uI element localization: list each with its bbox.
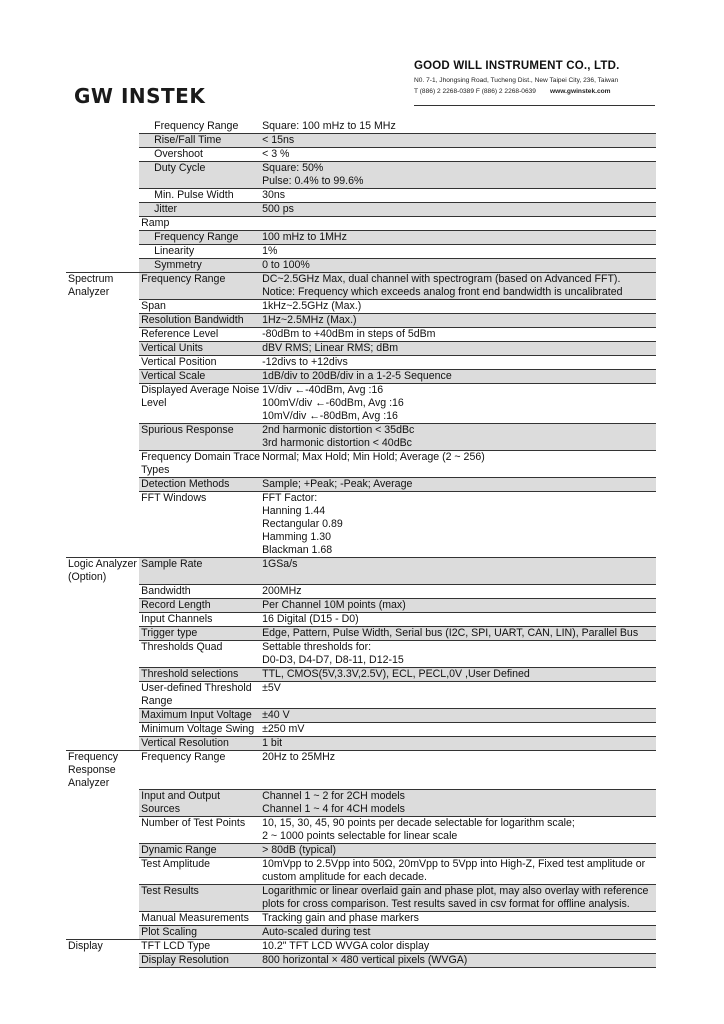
spec-category bbox=[66, 478, 139, 492]
spec-category bbox=[66, 424, 139, 451]
spec-category bbox=[66, 342, 139, 356]
spec-label: Test Results bbox=[139, 885, 260, 912]
spec-category bbox=[66, 134, 139, 148]
spec-row bbox=[66, 189, 656, 203]
spec-value-line: 10.2" TFT LCD WVGA color display bbox=[262, 940, 430, 952]
spec-value-line: < 3 % bbox=[262, 148, 290, 160]
spec-value-line: 1% bbox=[262, 245, 278, 257]
spec-row bbox=[66, 612, 656, 626]
spec-value bbox=[260, 558, 656, 585]
spec-category bbox=[66, 954, 139, 968]
spec-row bbox=[66, 245, 656, 259]
spec-category bbox=[66, 492, 139, 558]
spec-row bbox=[66, 584, 656, 598]
spec-value bbox=[260, 217, 656, 231]
spec-label: Display Resolution bbox=[139, 954, 260, 968]
spec-label: Frequency Domain Trace Types bbox=[141, 451, 261, 476]
spec-value-line: Square: 100 mHz to 15 MHz bbox=[262, 120, 396, 132]
spec-label: Symmetry bbox=[139, 259, 260, 273]
spec-value-line: 1kHz~2.5GHz (Max.) bbox=[262, 300, 362, 312]
spec-category bbox=[66, 217, 139, 231]
spec-value-line: 10mVpp to 2.5Vpp into 50Ω, 20mVpp to 5Vpp into High-Z, Fixed test amplitude or bbox=[262, 858, 646, 870]
spec-value-line: > 80dB (typical) bbox=[262, 844, 336, 856]
spec-category bbox=[66, 384, 139, 424]
spec-category bbox=[66, 314, 139, 328]
spec-label: Minimum Voltage Swing bbox=[139, 722, 260, 736]
spec-row bbox=[66, 356, 656, 370]
spec-value-line: Auto-scaled during test bbox=[262, 926, 371, 938]
spec-row bbox=[66, 885, 656, 912]
spec-label: Frequency Range bbox=[139, 231, 260, 245]
spec-category bbox=[66, 736, 139, 750]
spec-category bbox=[66, 584, 139, 598]
spec-value-line: ±40 V bbox=[262, 708, 290, 721]
spec-value bbox=[260, 885, 656, 912]
spec-category bbox=[66, 328, 139, 342]
spec-label: Thresholds Quad bbox=[139, 640, 260, 667]
spec-category bbox=[66, 667, 139, 681]
spec-category bbox=[66, 844, 139, 858]
spec-value bbox=[260, 478, 656, 492]
spec-category bbox=[66, 231, 139, 245]
spec-row bbox=[66, 844, 656, 858]
company-header bbox=[414, 60, 654, 95]
spec-value-line: plots for cross comparison. Test results saved in csv format for offline analysis. bbox=[262, 898, 630, 910]
spec-category: Frequency Response Analyzer bbox=[66, 750, 139, 790]
spec-value-line: Pulse: 0.4% to 99.6% bbox=[262, 175, 364, 187]
spec-row bbox=[66, 134, 656, 148]
spec-value bbox=[260, 940, 656, 954]
spec-label: FFT Windows bbox=[139, 492, 260, 558]
spec-category bbox=[66, 370, 139, 384]
spec-label: Frequency Range bbox=[139, 750, 260, 790]
spec-value-line: 10mV/div ←-80dBm, Avg :16 bbox=[262, 410, 398, 422]
spec-label: Vertical Resolution bbox=[139, 736, 260, 750]
spec-category bbox=[66, 681, 139, 708]
spec-value bbox=[260, 612, 656, 626]
spec-value-line: Notice: Frequency which exceeds analog front end bandwidth is uncalibrated bbox=[262, 286, 623, 298]
spec-label: Duty Cycle bbox=[139, 162, 260, 189]
spec-category bbox=[66, 189, 139, 203]
spec-value bbox=[260, 817, 656, 844]
spec-value-line: 800 horizontal × 480 vertical pixels (WVGA) bbox=[262, 954, 468, 966]
spec-value-line: Channel 1 ~ 4 for 4CH models bbox=[262, 803, 405, 815]
spec-value bbox=[260, 844, 656, 858]
spec-value bbox=[260, 328, 656, 342]
spec-value-line: 200MHz bbox=[262, 584, 302, 597]
spec-row bbox=[66, 148, 656, 162]
spec-row bbox=[66, 342, 656, 356]
spec-value-line: 2 ~ 1000 points selectable for linear scale bbox=[262, 830, 458, 842]
spec-category bbox=[66, 120, 139, 134]
spec-row bbox=[66, 708, 656, 722]
spec-value-line: Edge, Pattern, Pulse Width, Serial bus (I2C, SPI, UART, CAN, LIN), Parallel Bus bbox=[262, 626, 639, 639]
spec-label: Dynamic Range bbox=[139, 844, 260, 858]
spec-value-line: 1GSa/s bbox=[262, 558, 298, 570]
spec-value bbox=[260, 134, 656, 148]
spec-category bbox=[66, 790, 139, 817]
spec-category bbox=[66, 722, 139, 736]
spec-value bbox=[260, 750, 656, 790]
spec-value bbox=[260, 667, 656, 681]
spec-label: Resolution Bandwidth bbox=[139, 314, 260, 328]
spec-category bbox=[66, 203, 139, 217]
spec-row bbox=[66, 314, 656, 328]
spec-value-line: 1 bit bbox=[262, 736, 283, 749]
spec-value-line: 1Hz~2.5MHz (Max.) bbox=[262, 314, 357, 326]
spec-value-line: < 15ns bbox=[262, 134, 295, 146]
spec-label: Frequency Range bbox=[139, 273, 260, 300]
spec-category bbox=[66, 626, 139, 640]
spec-category bbox=[66, 245, 139, 259]
spec-label: Vertical Units bbox=[139, 342, 260, 356]
spec-value bbox=[260, 245, 656, 259]
spec-label: Record Length bbox=[139, 598, 260, 612]
spec-value-line: Blackman 1.68 bbox=[262, 544, 333, 556]
spec-row bbox=[66, 273, 656, 300]
spec-label: Number of Test Points bbox=[139, 817, 260, 844]
spec-row bbox=[66, 259, 656, 273]
spec-value bbox=[260, 598, 656, 612]
spec-value bbox=[260, 231, 656, 245]
spec-label: Span bbox=[139, 300, 260, 314]
spec-label: Jitter bbox=[139, 203, 260, 217]
spec-row bbox=[66, 954, 656, 968]
header-rule bbox=[414, 105, 655, 106]
spec-value bbox=[260, 384, 656, 424]
spec-value-line: Rectangular 0.89 bbox=[262, 518, 343, 530]
spec-value-line: 3rd harmonic distortion < 40dBc bbox=[262, 437, 412, 449]
spec-value-line: Square: 50% bbox=[262, 162, 324, 174]
spec-label: Linearity bbox=[139, 245, 260, 259]
spec-label: Displayed Average Noise Level bbox=[139, 384, 260, 424]
spec-row bbox=[66, 667, 656, 681]
spec-value-line: custom amplitude for each decade. bbox=[262, 871, 427, 883]
spec-value bbox=[260, 626, 656, 640]
spec-value-line: TTL, CMOS(5V,3.3V,2.5V), ECL, PECL,0V ,User Defined bbox=[262, 667, 530, 680]
company-logo: GW INSTEK bbox=[74, 84, 206, 108]
spec-value bbox=[260, 790, 656, 817]
company-contact bbox=[414, 88, 654, 95]
spec-row bbox=[66, 626, 656, 640]
spec-value bbox=[260, 681, 656, 708]
spec-category bbox=[66, 885, 139, 912]
spec-value-line: Hamming 1.30 bbox=[262, 531, 331, 543]
spec-value bbox=[260, 189, 656, 203]
spec-value-line: -80dBm to +40dBm in steps of 5dBm bbox=[262, 328, 436, 340]
spec-category bbox=[66, 612, 139, 626]
spec-row bbox=[66, 300, 656, 314]
spec-row bbox=[66, 370, 656, 384]
spec-row bbox=[66, 492, 656, 558]
spec-row bbox=[66, 478, 656, 492]
spec-value-line: Channel 1 ~ 2 for 2CH models bbox=[262, 790, 405, 802]
company-name: GOOD WILL INSTRUMENT CO., LTD. bbox=[414, 60, 620, 72]
spec-value-line: 100 mHz to 1MHz bbox=[262, 231, 347, 243]
company-address: N0. 7-1, Jhongsing Road, Tucheng Dist., New Taipei City, 236, Taiwan bbox=[414, 77, 619, 84]
spec-label: Plot Scaling bbox=[139, 926, 260, 940]
spec-label: Frequency Range bbox=[139, 120, 260, 134]
spec-category bbox=[66, 858, 139, 885]
spec-value-line: Normal; Max Hold; Min Hold; Average (2 ~ 256) bbox=[262, 451, 485, 463]
spec-label: Overshoot bbox=[139, 148, 260, 162]
spec-category bbox=[66, 708, 139, 722]
spec-value bbox=[260, 259, 656, 273]
spec-row bbox=[66, 217, 656, 231]
spec-value bbox=[260, 708, 656, 722]
spec-label: Bandwidth bbox=[139, 584, 260, 598]
spec-value bbox=[260, 148, 656, 162]
spec-row bbox=[66, 598, 656, 612]
spec-category bbox=[66, 817, 139, 844]
spec-value-line: dBV RMS; Linear RMS; dBm bbox=[262, 342, 399, 354]
spec-value bbox=[260, 954, 656, 968]
spec-value-line: ±5V bbox=[262, 681, 281, 694]
spec-value-line: -12divs to +12divs bbox=[262, 356, 348, 368]
spec-value-line: Tracking gain and phase markers bbox=[262, 912, 419, 924]
spec-label: Spurious Response bbox=[139, 424, 260, 451]
spec-label: Reference Level bbox=[139, 328, 260, 342]
spec-label: User-defined Threshold Range bbox=[139, 681, 260, 708]
spec-table bbox=[66, 120, 656, 968]
spec-category bbox=[66, 451, 139, 478]
spec-row bbox=[66, 817, 656, 844]
website-link[interactable]: www.gwinstek.com bbox=[549, 88, 611, 95]
spec-row bbox=[66, 384, 656, 424]
spec-label: Detection Methods bbox=[139, 478, 260, 492]
spec-value bbox=[260, 314, 656, 328]
spec-category bbox=[66, 356, 139, 370]
spec-label: Vertical Scale bbox=[139, 370, 260, 384]
spec-row bbox=[66, 790, 656, 817]
spec-category bbox=[66, 148, 139, 162]
spec-row bbox=[66, 926, 656, 940]
spec-row bbox=[66, 203, 656, 217]
spec-row bbox=[66, 162, 656, 189]
spec-label: Maximum Input Voltage bbox=[139, 708, 260, 722]
spec-value-line: 16 Digital (D15 - D0) bbox=[262, 612, 359, 625]
spec-value bbox=[260, 203, 656, 217]
spec-row bbox=[66, 681, 656, 708]
spec-value-line: 2nd harmonic distortion < 35dBc bbox=[262, 424, 415, 436]
spec-value-line bbox=[262, 217, 656, 230]
spec-row bbox=[66, 231, 656, 245]
spec-label: Input and Output Sources bbox=[139, 790, 260, 817]
spec-row bbox=[66, 736, 656, 750]
spec-label: Test Amplitude bbox=[139, 858, 260, 885]
spec-row bbox=[66, 558, 656, 585]
spec-value bbox=[260, 424, 656, 451]
spec-row bbox=[66, 912, 656, 926]
spec-label: TFT LCD Type bbox=[139, 940, 260, 954]
spec-value bbox=[260, 342, 656, 356]
spec-value bbox=[260, 584, 656, 598]
spec-label: Input Channels bbox=[139, 612, 260, 626]
spec-value-line: Logarithmic or linear overlaid gain and phase plot, may also overlay with reference bbox=[262, 885, 649, 897]
spec-value bbox=[260, 370, 656, 384]
spec-row bbox=[66, 451, 656, 478]
spec-value bbox=[260, 451, 656, 478]
spec-category bbox=[66, 598, 139, 612]
spec-category: Display bbox=[66, 940, 139, 954]
spec-row bbox=[66, 424, 656, 451]
spec-value-line: 20Hz to 25MHz bbox=[262, 750, 336, 763]
spec-value bbox=[260, 926, 656, 940]
spec-value bbox=[260, 273, 656, 300]
spec-value bbox=[260, 858, 656, 885]
spec-label: Vertical Position bbox=[139, 356, 260, 370]
spec-value-line: 500 ps bbox=[262, 203, 294, 215]
spec-value bbox=[260, 912, 656, 926]
spec-value-line: 1dB/div to 20dB/div in a 1-2-5 Sequence bbox=[262, 370, 452, 382]
spec-row bbox=[66, 120, 656, 134]
spec-value-line: Sample; +Peak; -Peak; Average bbox=[262, 478, 413, 490]
spec-value bbox=[260, 356, 656, 370]
spec-value bbox=[260, 722, 656, 736]
spec-category bbox=[66, 640, 139, 667]
spec-value-line: ±250 mV bbox=[262, 722, 305, 735]
spec-value-line: Hanning 1.44 bbox=[262, 505, 326, 517]
spec-value bbox=[260, 120, 656, 134]
phone-fax: T (886) 2 2268-0389 F (886) 2 2268-0639 bbox=[414, 88, 536, 95]
spec-label: Threshold selections bbox=[139, 667, 260, 681]
spec-value-line: Settable thresholds for: bbox=[262, 640, 372, 653]
spec-value bbox=[260, 492, 656, 558]
spec-category: Logic Analyzer (Option) bbox=[66, 558, 139, 585]
spec-category bbox=[66, 912, 139, 926]
spec-row bbox=[66, 640, 656, 667]
spec-value-line: 10, 15, 30, 45, 90 points per decade selectable for logarithm scale; bbox=[262, 817, 575, 829]
spec-category bbox=[66, 259, 139, 273]
spec-label: Trigger type bbox=[139, 626, 260, 640]
spec-row bbox=[66, 722, 656, 736]
spec-value-line: 0 to 100% bbox=[262, 259, 310, 271]
spec-value bbox=[260, 640, 656, 667]
spec-value-line: 30ns bbox=[262, 189, 286, 201]
spec-label: Ramp bbox=[139, 217, 260, 231]
spec-value bbox=[260, 300, 656, 314]
spec-label: Sample Rate bbox=[139, 558, 260, 585]
spec-value-line: Per Channel 10M points (max) bbox=[262, 598, 406, 611]
spec-value-line: D0-D3, D4-D7, D8-11, D12-15 bbox=[262, 653, 404, 666]
spec-row bbox=[66, 750, 656, 790]
spec-value-line: 100mV/div ←-60dBm, Avg :16 bbox=[262, 397, 404, 409]
spec-value-line: FFT Factor: bbox=[262, 492, 318, 504]
spec-row bbox=[66, 328, 656, 342]
spec-row bbox=[66, 940, 656, 954]
spec-row bbox=[66, 858, 656, 885]
spec-category bbox=[66, 300, 139, 314]
spec-category: Spectrum Analyzer bbox=[66, 273, 139, 300]
spec-label: Rise/Fall Time bbox=[139, 134, 260, 148]
spec-label: Min. Pulse Width bbox=[139, 189, 260, 203]
spec-value-line: 1V/div ←-40dBm, Avg :16 bbox=[262, 384, 384, 396]
spec-category bbox=[66, 926, 139, 940]
spec-value-line: DC~2.5GHz Max, dual channel with spectrogram (based on Advanced FFT). bbox=[262, 273, 621, 285]
spec-value bbox=[260, 736, 656, 750]
spec-label: Manual Measurements bbox=[139, 912, 260, 926]
spec-value bbox=[260, 162, 656, 189]
spec-category bbox=[66, 162, 139, 189]
